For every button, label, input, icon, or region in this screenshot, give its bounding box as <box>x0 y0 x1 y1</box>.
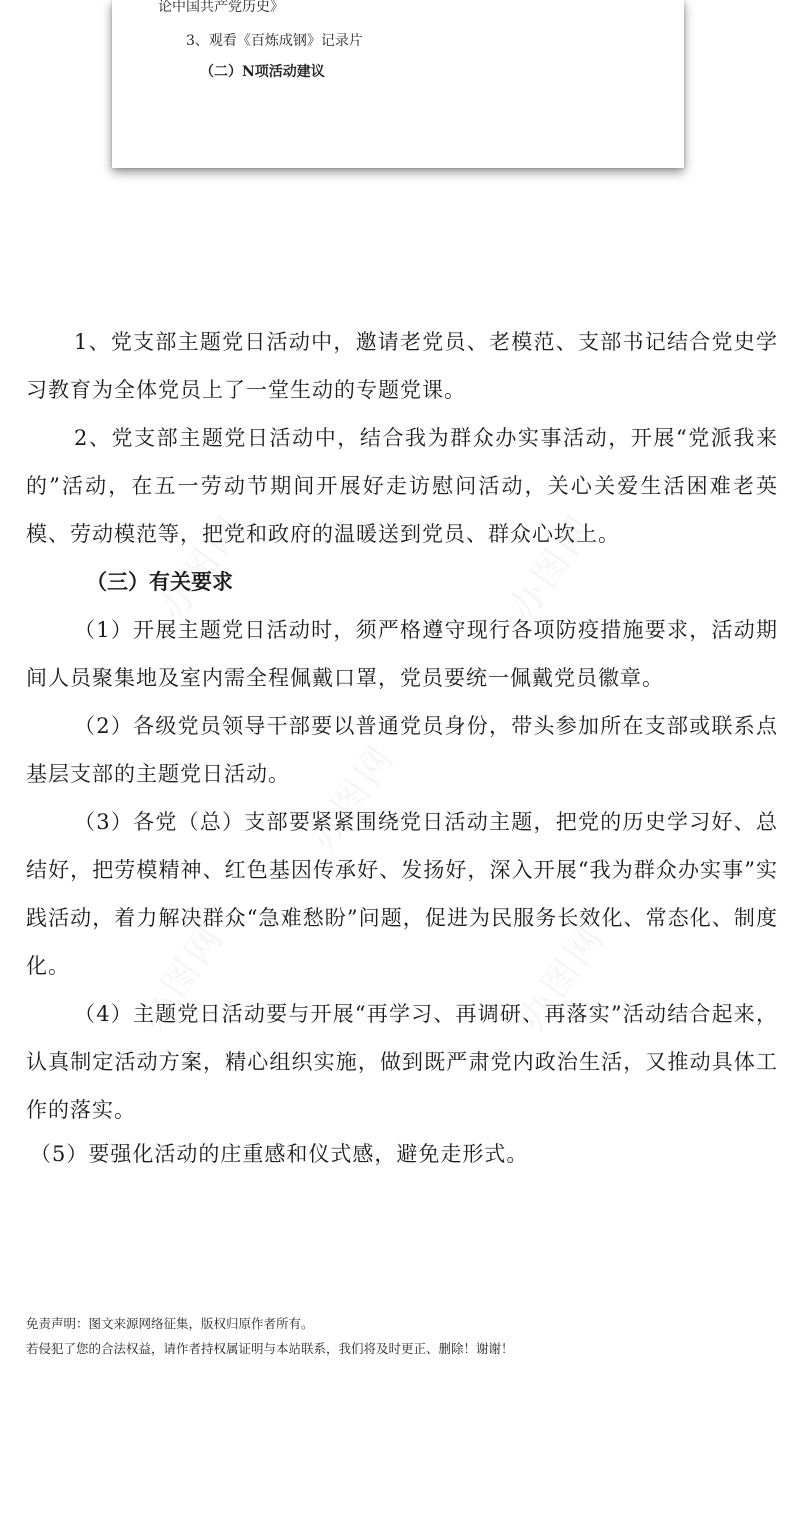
disclaimer-line-2: 若侵犯了您的合法权益，请作者持权属证明与本站联系，我们将及时更正、删除！谢谢！ <box>26 1341 514 1356</box>
card-line-2: 3、观看《百炼成钢》记录片 <box>186 33 363 49</box>
paragraph-1: 1、党支部主题党日活动中，邀请老党员、老模范、支部书记结合党史学习教育为全体党员上了一堂生动的专题党课。 <box>26 330 778 402</box>
paragraph-2: 2、党支部主题党日活动中，结合我为群众办实事活动，开展“党派我来的”活动，在五一劳动节期间开展好走访慰问活动，关心关爱生活困难老英模、劳动模范等，把党和政府的温暖送到党员、群众心坎上。 <box>26 426 778 546</box>
requirement-4: （4）主题党日活动要与开展“再学习、再调研、再落实”活动结合起来，认真制定活动方案，精心组织实施，做到既严肃党内政治生活，又推动具体工作的落实。 <box>26 1002 778 1122</box>
requirement-5: （5）要强化活动的庄重感和仪式感，避免走形式。 <box>30 1142 529 1166</box>
card-line-3: （二）N项活动建议 <box>200 64 325 80</box>
requirement-3: （3）各党（总）支部要紧紧围绕党日活动主题，把党的历史学习好、总结好，把劳模精神、红色基因传承好、发扬好，深入开展“我为群众办实事”实践活动，着力解决群众“急难愁盼”问题，促进为民服务长效化、常态化、制度化。 <box>26 810 778 978</box>
section-heading: （三）有关要求 <box>86 569 233 594</box>
disclaimer-line-1: 免责声明：图文来源网络征集，版权归原作者所有。 <box>26 1316 314 1331</box>
preview-card <box>112 0 684 168</box>
card-line-1: 论中国共产党历史》 <box>158 0 284 15</box>
disclaimer <box>26 1311 786 1361</box>
requirement-2: （2）各级党员领导干部要以普通党员身份，带头参加所在支部或联系点基层支部的主题党日活动。 <box>26 714 778 786</box>
requirement-1: （1）开展主题党日活动时，须严格遵守现行各项防疫措施要求，活动期间人员聚集地及室内需全程佩戴口罩，党员要统一佩戴党员徽章。 <box>26 618 778 690</box>
document-body <box>26 318 778 1174</box>
